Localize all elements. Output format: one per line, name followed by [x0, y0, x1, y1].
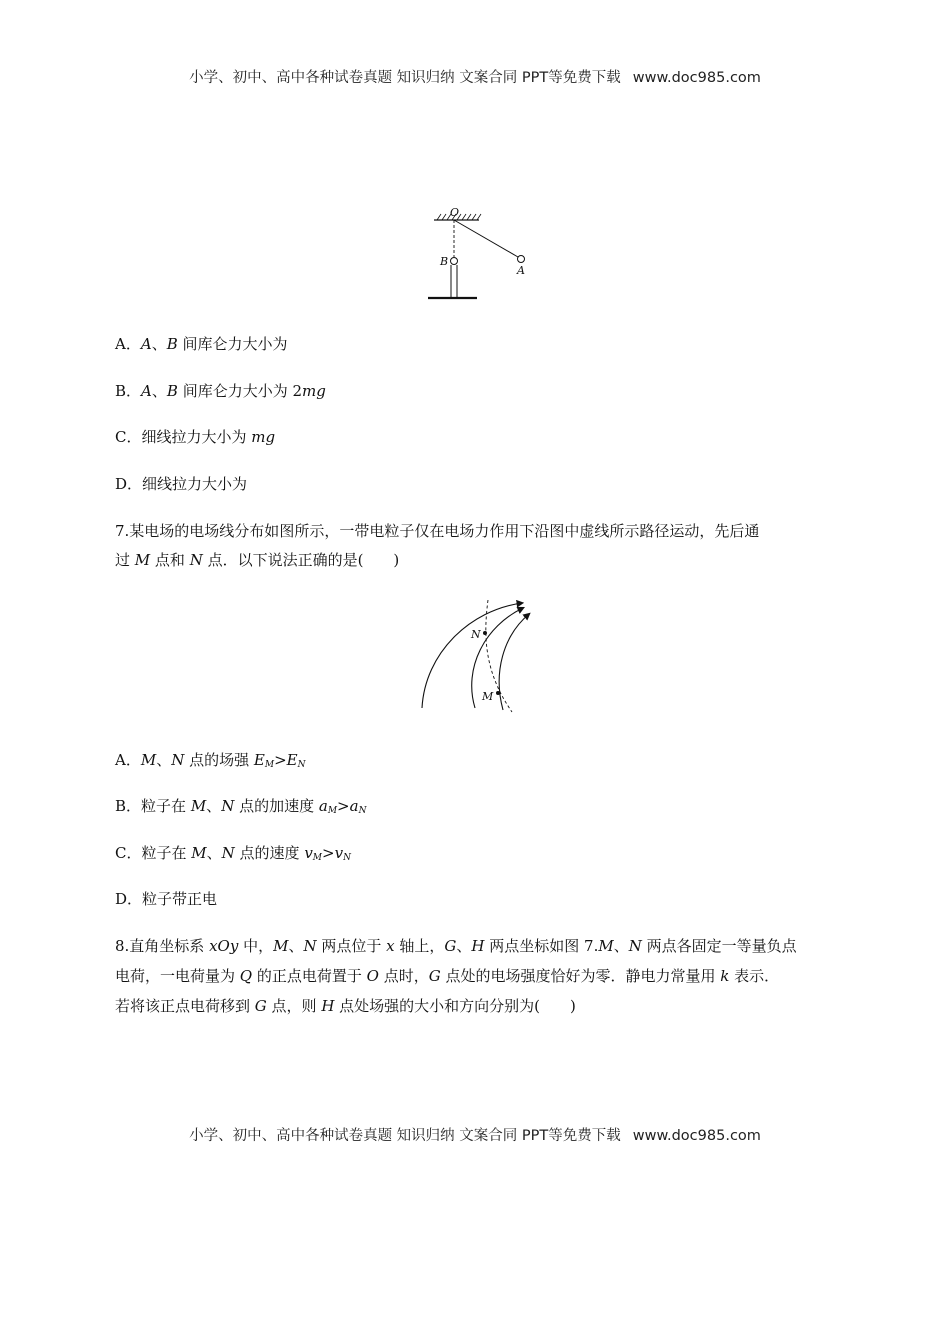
q6-option-b[interactable]: B．A、B 间库仑力大小为 2mg — [115, 382, 326, 400]
q8-stem-line3: 若将该正点电荷移到 G 点，则 H 点处场强的大小和方向分别为( ) — [115, 997, 576, 1015]
label-a: A — [517, 264, 525, 277]
label-n: N — [471, 628, 481, 641]
label-m: M — [482, 690, 494, 703]
q7-option-b[interactable]: B．粒子在 M、N 点的加速度 $a_M>a_N$ — [115, 797, 367, 816]
pendulum-figure — [425, 202, 540, 304]
q7-option-a[interactable]: A．M、N 点的场强 $E_M>E_N$ — [115, 751, 306, 770]
header-text: 小学、初中、高中各种试卷真题 知识归纳 文案合同 PPT等免费下载 — [189, 70, 621, 86]
label-b: B — [440, 255, 449, 268]
q8-stem-line2: 电荷，一电荷量为 Q 的正点电荷置于 O 点时，G 点处的电场强度恰好为零．静电力常量用 k 表示． — [115, 967, 780, 985]
label-o: O — [450, 206, 460, 219]
footer-url[interactable]: www.doc985.com — [632, 1128, 761, 1144]
header-url[interactable]: www.doc985.com — [632, 70, 761, 86]
q7-stem-line2: 过 M 点和 N 点．以下说法正确的是( ) — [115, 551, 400, 569]
footer-text: 小学、初中、高中各种试卷真题 知识归纳 文案合同 PPT等免费下载 — [189, 1128, 621, 1144]
q6-option-a[interactable]: A．A、B 间库仑力大小为 — [115, 335, 288, 353]
q6-option-d[interactable]: D．细线拉力大小为 — [115, 475, 248, 493]
q7-stem-line1: 7.某电场的电场线分布如图所示，一带电粒子仅在电场力作用下沿图中虚线所示路径运动，先后通 — [115, 522, 760, 540]
page-footer — [0, 1124, 950, 1145]
field-lines-figure — [415, 598, 540, 713]
q7-option-c[interactable]: C．粒子在 M、N 点的速度 $v_M>v_N$ — [115, 844, 351, 863]
q7-option-d[interactable]: D．粒子带正电 — [115, 890, 218, 908]
q8-stem-line1: 8.直角坐标系 xOy 中，M、N 两点位于 x 轴上，G、H 两点坐标如图 7.M、N 两点各固定一等量负点 — [115, 937, 797, 955]
page-header — [0, 66, 950, 87]
q6-option-c[interactable]: C．细线拉力大小为 mg — [115, 428, 276, 446]
